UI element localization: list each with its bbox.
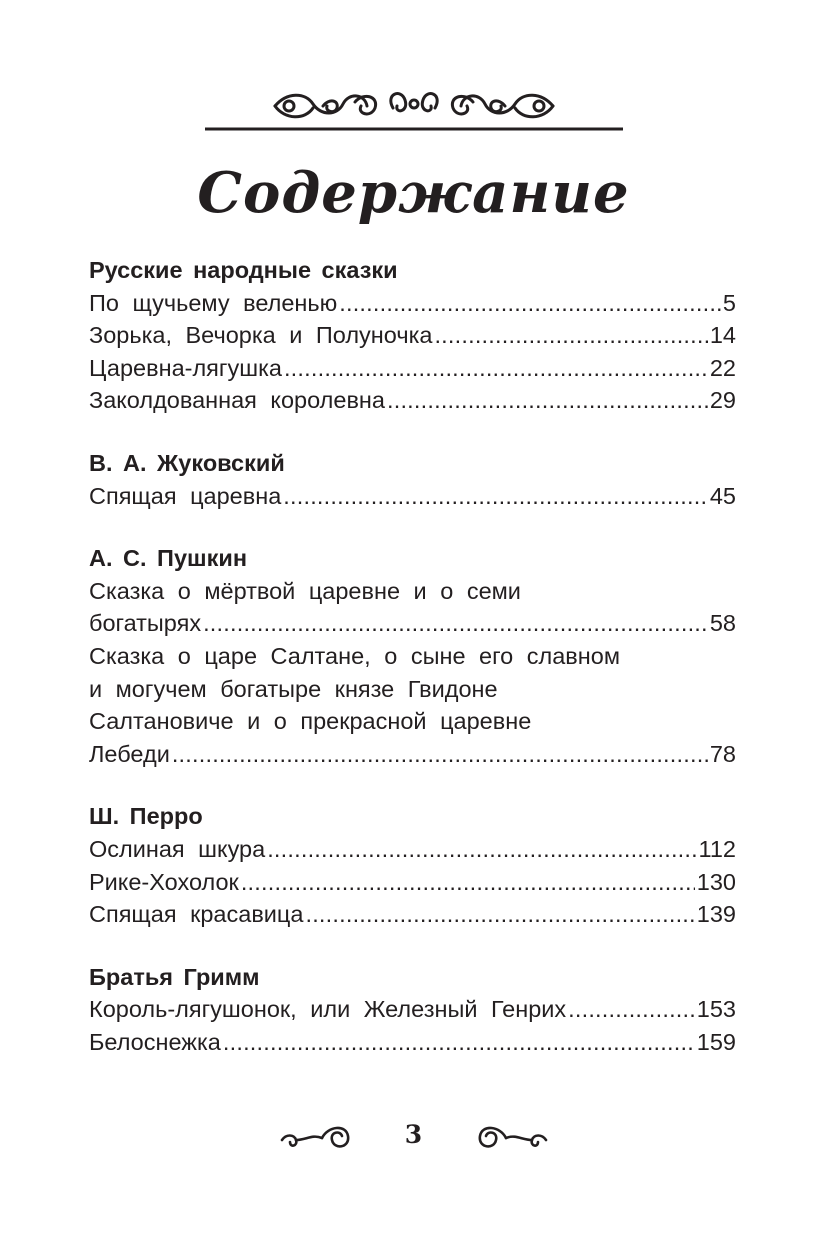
toc-section [89, 542, 736, 770]
dot-leader [241, 866, 695, 899]
dot-leader [305, 898, 694, 931]
toc-entry[interactable] [89, 319, 736, 352]
dot-leader [223, 1026, 695, 1059]
entry-title-line[interactable]: Сказка о мёртвой царевне и о семи [89, 577, 521, 604]
toc-section [89, 800, 736, 930]
entry-page: 5 [722, 289, 736, 316]
entry-page: 78 [709, 740, 736, 767]
scroll-ornament-icon [205, 84, 623, 134]
entry-page: 159 [696, 1028, 736, 1055]
entry-title-line[interactable]: и могучем богатыре князе Гвидоне [89, 675, 498, 702]
entry-title: богатырях [89, 610, 202, 637]
toc-entry[interactable] [89, 384, 736, 417]
toc-entry[interactable] [89, 738, 736, 771]
entry-page: 139 [696, 901, 736, 928]
entry-title: Ослиная шкура [89, 835, 266, 862]
entry-page: 112 [698, 835, 736, 862]
entry-page: 22 [709, 354, 736, 381]
entry-title: Рике-Хохолок [89, 868, 239, 895]
toc-entry[interactable] [89, 607, 736, 640]
dot-leader [203, 607, 708, 640]
section-author: Русские народные сказки [89, 257, 398, 283]
table-of-contents [89, 254, 736, 1058]
dot-leader [284, 352, 708, 385]
section-author: Братья Гримм [89, 963, 260, 990]
entry-title: По щучьему веленью [89, 289, 338, 316]
entry-title: Король-лягушонок, или Железный Генрих [89, 996, 567, 1023]
entry-title: Царевна-лягушка [89, 354, 282, 381]
toc-section [89, 447, 736, 512]
toc-entry[interactable] [89, 480, 736, 513]
entry-title: Заколдованная королевна [89, 387, 385, 414]
entry-page: 29 [709, 387, 736, 414]
toc-entry[interactable] [89, 898, 736, 931]
toc-entry[interactable] [89, 287, 736, 320]
dot-leader [172, 738, 708, 771]
entry-title: Спящая красавица [89, 901, 304, 928]
page-number: 3 [404, 1120, 423, 1149]
dot-leader [339, 287, 721, 320]
section-author: А. С. Пушкин [89, 545, 248, 572]
toc-entry[interactable] [89, 833, 736, 866]
toc-entry[interactable] [89, 1026, 736, 1059]
entry-title-line[interactable]: Салтановиче и о прекрасной царевне [89, 708, 532, 735]
entry-page: 45 [709, 482, 736, 509]
entry-title: Зорька, Вечорка и Полуночка [89, 322, 433, 349]
dot-leader [568, 993, 695, 1026]
toc-section [89, 961, 736, 1059]
entry-title-line[interactable]: Сказка о царе Салтане, о сыне его славном [89, 642, 620, 669]
entry-page: 14 [709, 322, 736, 349]
dot-leader [387, 384, 708, 417]
dot-leader [283, 480, 708, 513]
entry-page: 58 [709, 610, 736, 637]
toc-entry[interactable] [89, 993, 736, 1026]
toc-entry[interactable] [89, 866, 736, 899]
entry-title: Лебеди [89, 740, 170, 767]
entry-page: 153 [696, 996, 736, 1023]
toc-section [89, 254, 736, 417]
section-author: Ш. Перро [89, 803, 203, 830]
entry-page: 130 [696, 868, 736, 895]
page-title: Содержание [197, 160, 630, 226]
entry-title: Спящая царевна [89, 482, 282, 509]
dot-leader [434, 319, 707, 352]
section-author: В. А. Жуковский [89, 449, 285, 476]
entry-title: Белоснежка [89, 1028, 221, 1055]
toc-entry[interactable] [89, 352, 736, 385]
dot-leader [267, 833, 696, 866]
